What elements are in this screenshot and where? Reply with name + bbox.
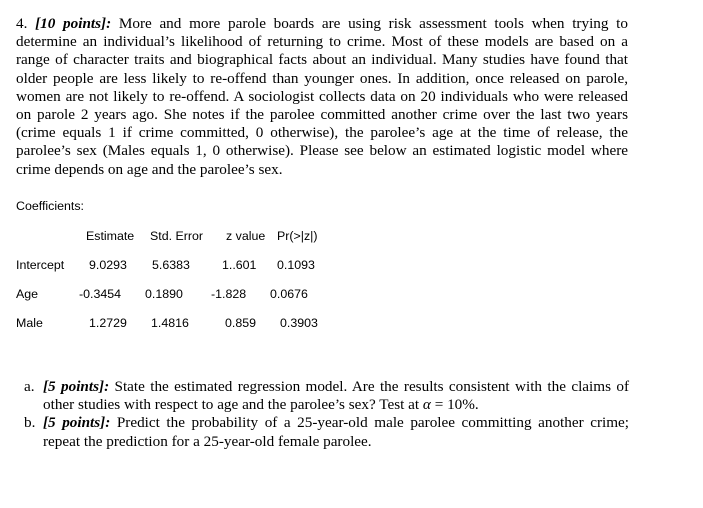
problem-points: [10 points]:	[35, 15, 112, 32]
question-b	[24, 414, 629, 450]
question-b-text: Predict the probability of a 25-year-old male parolee committing another crime; repeat the prediction for a 25-year-old female parolee.	[43, 414, 629, 450]
problem-text: More and more parole boards are using risk assessment tools when trying to determine an individual’s likelihood of returning to crime. Most of these models are based on a range of character traits and biographical facts about an individual. Many studies have found that older people are less likely to re-offend than younger ones. In addition, once released on parole, women are not likely to re-offend. A sociologist collects data on 20 individuals who were released on parole 2 years ago. She notes if the parolee committed another crime over the last two years (crime equals 1 if crime committed, 0 otherwise), the parolee’s age at the time of release, the parolee’s sex (Males equals 1, 0 otherwise). Please see below an estimated logistic model where crime depends on age and the parolee’s sex.	[16, 15, 628, 178]
age-estimate: -0.3454	[79, 287, 122, 301]
alpha-symbol: α	[422, 396, 431, 414]
age-z-value: -1.828	[211, 287, 247, 301]
question-a-marker: a.	[24, 378, 35, 395]
coefficients-label: Coefficients:	[16, 199, 84, 213]
male-p-value: 0.3903	[280, 316, 318, 330]
intercept-estimate: 9.0293	[89, 258, 127, 272]
intercept-std-error: 5.6383	[152, 258, 190, 272]
age-std-error: 0.1890	[145, 287, 183, 301]
column-header-std-error: Std. Error	[150, 229, 204, 243]
question-a-text: State the estimated regression model. Are the results consistent with the claims of other studies with respect to age and the parolee’s sex? Test at	[43, 378, 629, 414]
column-header-z-value: z value	[226, 229, 266, 243]
row-label-male: Male	[16, 316, 43, 330]
row-label-age: Age	[16, 287, 39, 301]
male-std-error: 1.4816	[151, 316, 189, 330]
question-a-text-end: = 10%.	[430, 396, 479, 414]
question-b-points: [5 points]:	[43, 414, 111, 432]
question-b-marker: b.	[24, 414, 36, 432]
question-a-points: [5 points]:	[43, 378, 110, 395]
question-a	[24, 378, 629, 414]
male-estimate: 1.2729	[89, 316, 127, 330]
intercept-p-value: 0.1093	[277, 258, 315, 272]
column-header-p-value: Pr(>|z|)	[277, 229, 318, 243]
question-list	[24, 378, 629, 451]
column-header-estimate: Estimate	[86, 229, 135, 243]
problem-statement	[16, 15, 628, 179]
problem-number: 4.	[16, 15, 28, 32]
row-label-intercept: Intercept	[16, 258, 65, 272]
intercept-z-value: 1..601	[222, 258, 257, 272]
male-z-value: 0.859	[225, 316, 257, 330]
age-p-value: 0.0676	[270, 287, 308, 301]
